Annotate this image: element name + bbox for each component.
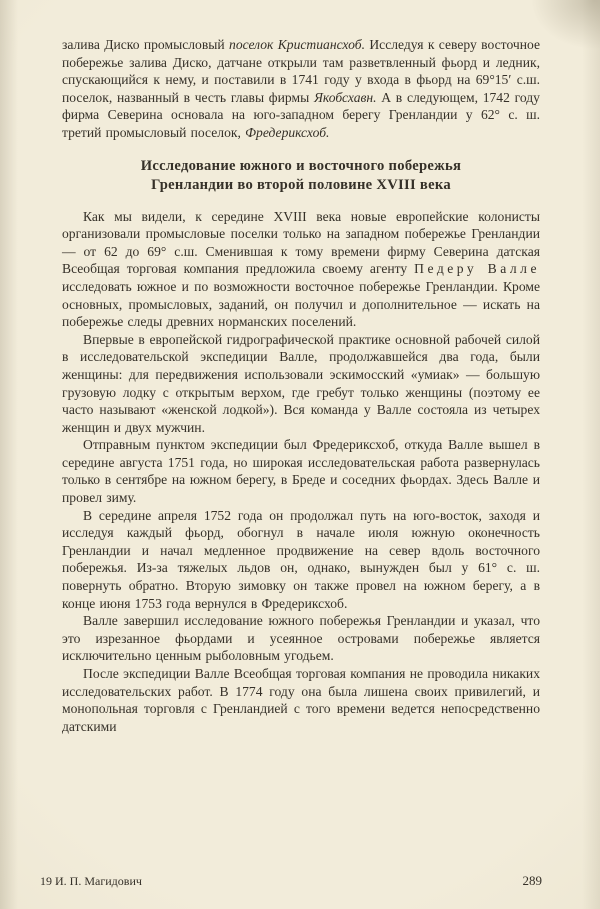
text-run-italic: Фредериксхоб.	[245, 124, 330, 140]
text-run: Впервые в европейской гидрографической практике основной рабочей силой в исследовательской экспедиции Валле, продолжавшейся два года, были женщины: для передвижения использовали эскимосский «умиак» — большую грузовую лодку с открытым верхом, где гребут только женщины (поэтому ее часто называют «женской лодкой»). Вся команда у Валле состояла из четырех женщин и двух мужчин.	[62, 331, 540, 435]
paragraph	[62, 331, 540, 437]
paragraph	[62, 507, 540, 613]
text-run: Валле завершил исследование южного побережья Гренландии и указал, что это изрезанное фьордами и усеянное островами побережье является исключительно ценным рыболовным угодьем.	[62, 613, 540, 664]
page-footer	[40, 873, 542, 889]
paragraph	[62, 665, 540, 735]
text-run: залива Диско промысловый	[62, 37, 230, 52]
paragraph	[62, 36, 540, 142]
text-run: А в следующем, 1742 году фирма Северина основала на юго-западном берегу Гренландии у 62° с. ш. третий промысловый поселок,	[62, 89, 540, 140]
printers-signature: 19 И. П. Магидович	[40, 874, 142, 888]
text-run-italic: поселок Кристиансхоб.	[229, 37, 365, 52]
heading-line-2: Гренландии во второй половине XVIII века	[151, 176, 451, 193]
paragraph	[62, 612, 540, 665]
heading-line-1: Исследование южного и восточного побережья	[140, 157, 462, 174]
text-run-italic: Якобсхавн.	[313, 89, 377, 105]
paragraph	[62, 208, 540, 331]
page-number: 289	[522, 873, 542, 888]
paragraph	[62, 436, 540, 506]
text-run: В середине апреля 1752 года он продолжал путь на юго-восток, заходя и исследуя каждый фьорд, обогнул в начале июля южную оконечность Гренландии и начал медленное продвижение на север вдоль восточного побережья. Из-за тяжелых льдов он, однако, вынужден был у 61° с. ш. повернуть обратно. Вторую зимовку он также провел на южном берегу, а в конце июня 1753 года вернулся в Фредериксхоб.	[62, 507, 540, 611]
text-run: После экспедиции Валле Всеобщая торговая компания не проводила никаких исследовательских работ. В 1774 году она была лишена своих привилегий, и монопольная торговля с Гренландией с того времени ведется непосредственно датскими	[62, 666, 540, 734]
text-run: Исследуя к северу восточное побережье залива Диско, датчане открыли там разветвленный фьорд и ледник, спускающийся к нему, и поставили в 1741 году у входа в фьорд на 69°15′ с.ш. поселок, названный в честь главы фирмы	[62, 37, 540, 105]
section-heading	[62, 157, 540, 195]
text-run: Отправным пунктом экспедиции был Фредериксхоб, откуда Валле вышел в середине августа 1751 года, но широкая исследовательская работа развернулась только в сентябре на южном берегу, в Бреде и соседних фьордах. Здесь Валле и провел зиму.	[62, 437, 540, 506]
text-run-spaced: Педеру Валле	[414, 261, 540, 277]
text-run: Как мы видели, к середине XVIII века новые европейские колонисты организовали промысловые поселки только на западном побережье Гренландии — от 62 до 69° с.ш. Сменившая к тому времени фирму Северина датская Всеобщая торговая компания предложила своему агенту	[62, 208, 540, 277]
text-block	[62, 36, 540, 735]
text-run: исследовать южное и по возможности восточное побережье Гренландии. Кроме основных, промысловых, заданий, он получил и дополнительное — искать на побережье следы древних норманских поселений.	[62, 278, 540, 330]
